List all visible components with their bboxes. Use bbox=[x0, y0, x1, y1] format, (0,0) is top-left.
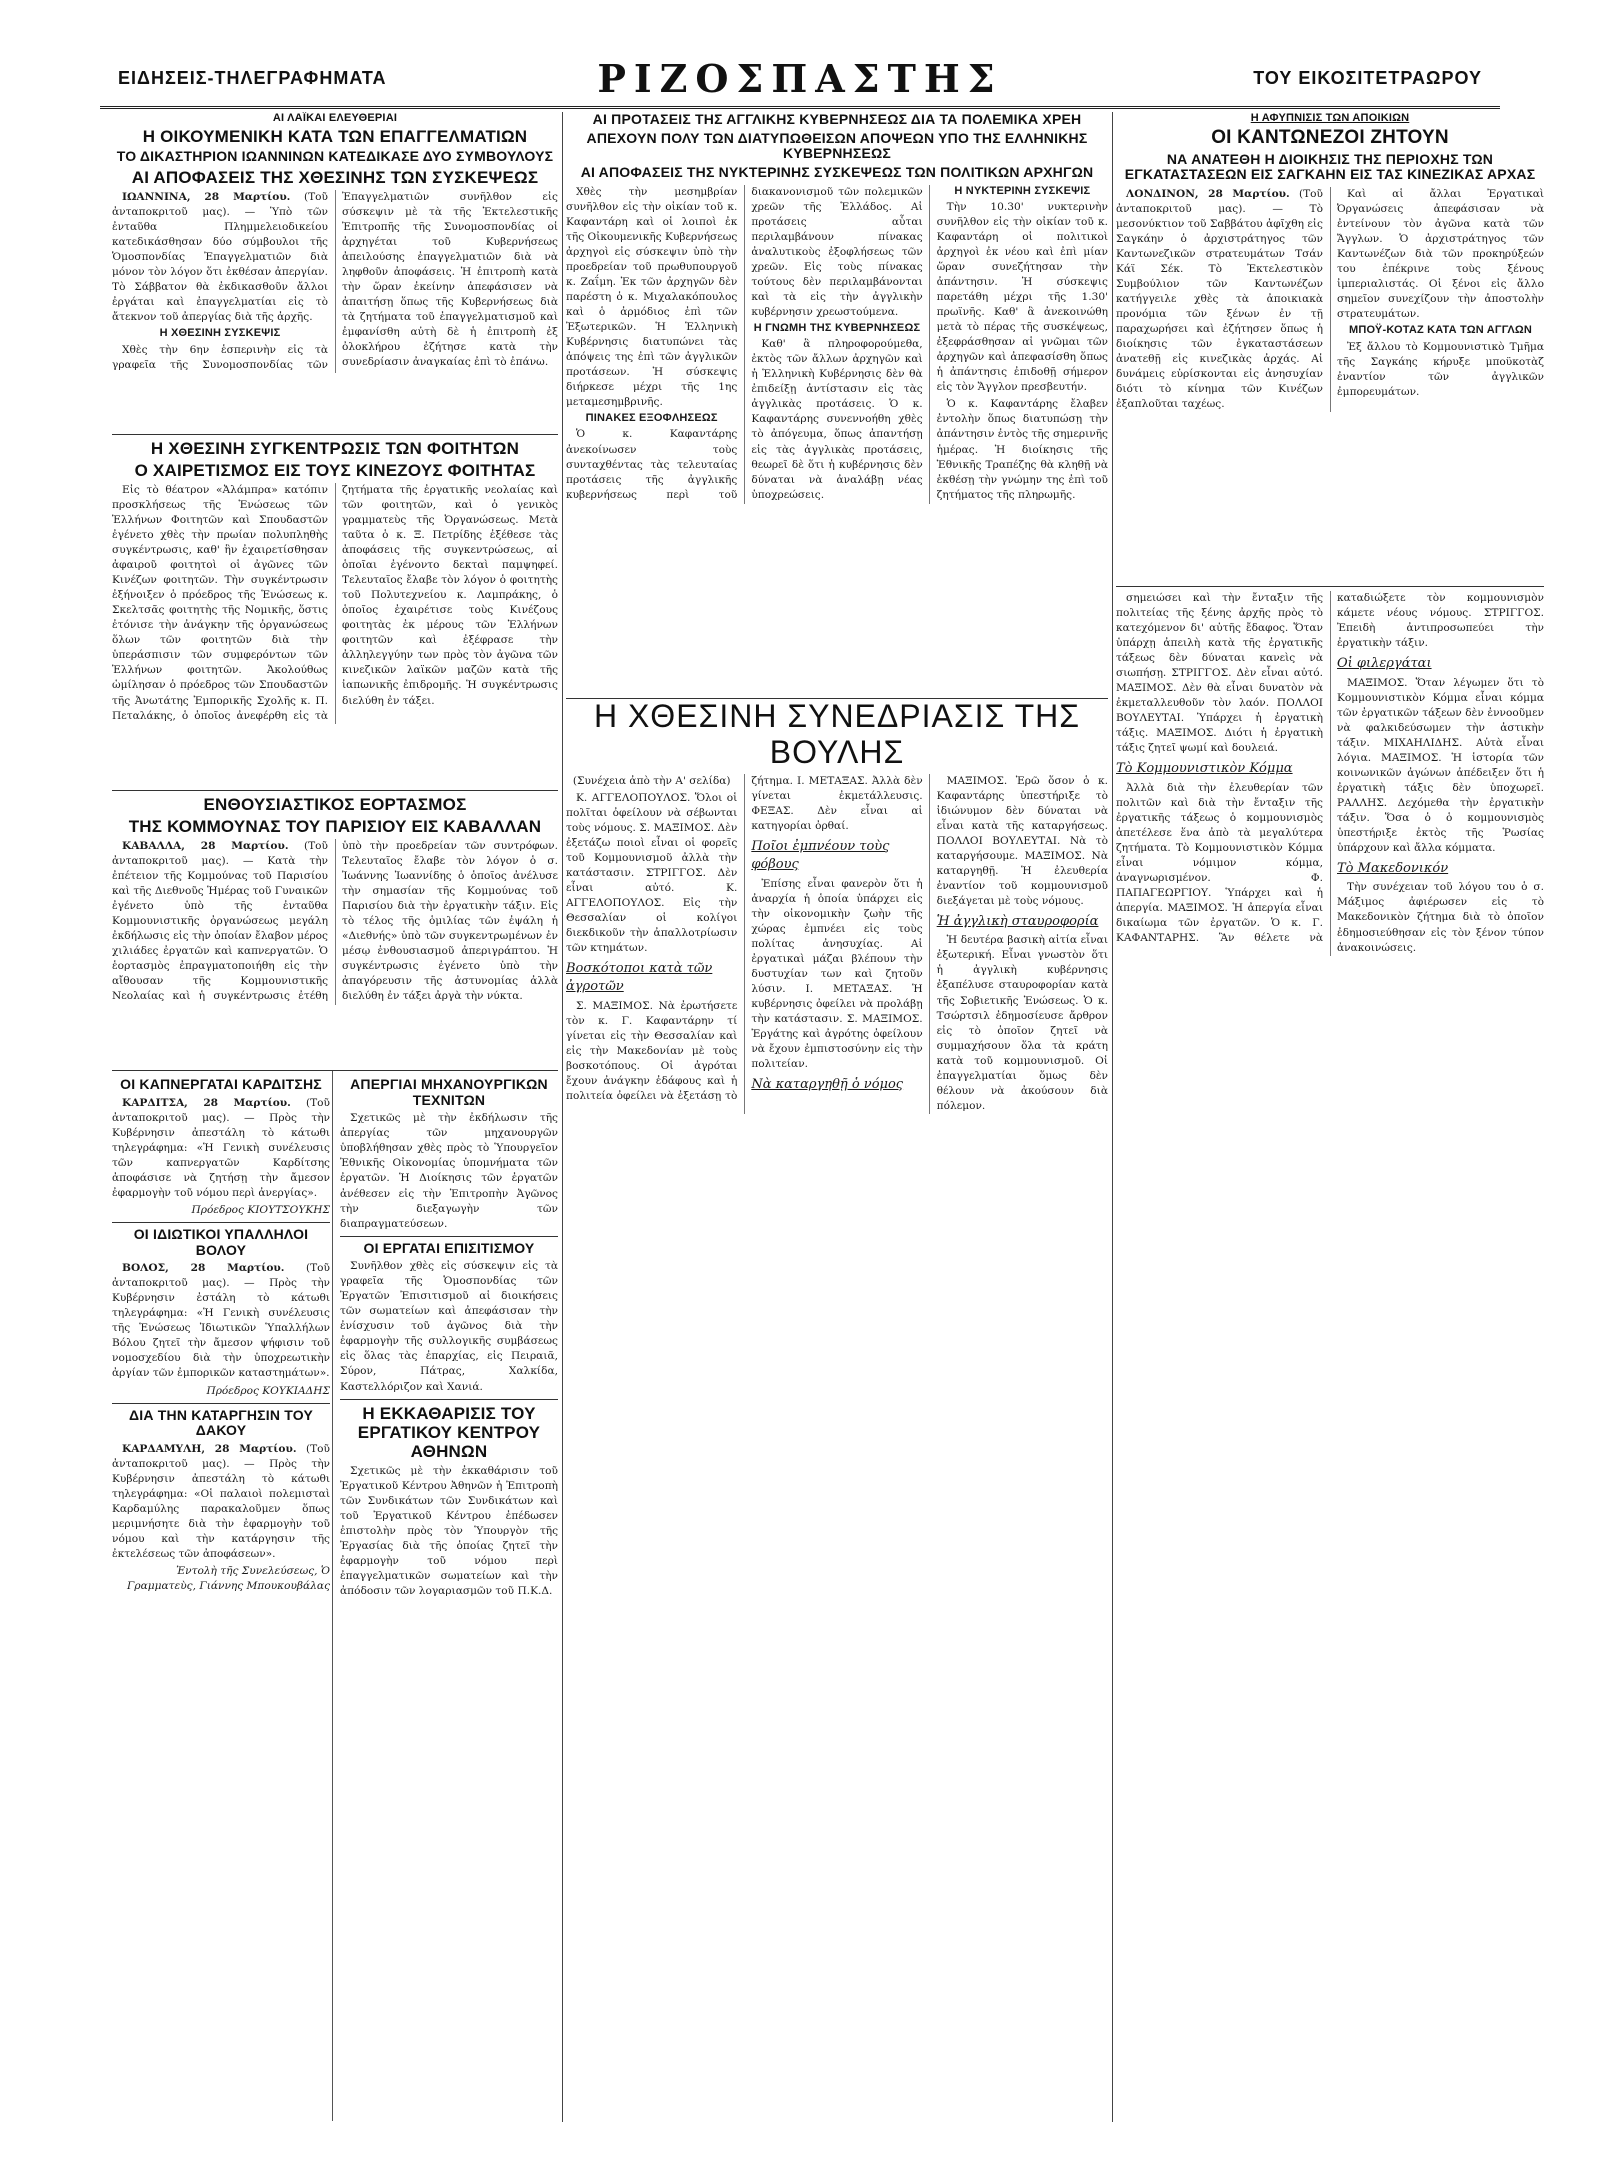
article-body bbox=[566, 185, 1108, 504]
section-subhead: Η ΝΥΚΤΕΡΙΝΗ ΣΥΣΚΕΨΙΣ bbox=[954, 184, 1091, 197]
article-headline: ΑΠΕΡΓΙΑΙ ΜΗΧΑΝΟΥΡΓΙΚΩΝ ΤΕΧΝΙΤΩΝ bbox=[350, 1077, 548, 1108]
lower-left-subcolumn-2 bbox=[340, 1077, 558, 2117]
lower-left-subcolumn-1 bbox=[112, 1077, 330, 2117]
article-subheadline: Ο ΧΑΙΡΕΤΙΣΜΟΣ ΕΙΣ ΤΟΥΣ ΚΙΝΕΖΟΥΣ ΦΟΙΤΗΤΑΣ bbox=[134, 461, 536, 481]
article-text: Ἡ δευτέρα βασικὴ αἰτία εἶναι ἐξωτερική. Εἶναι γνωστὸν ὅτι ἡ ἀγγλικὴ κυβέρνησις ἐξαπέλυσε σταυροφορίαν κατὰ τῆς Σοβιετικῆς Ἑνώσεως. Ὁ κ. Τσώρτσιλ ἐδημοσίευσε ἄρθρον εἰς τὸ ὁποῖον ζητεῖ νὰ συμμαχήσουν ὅλα τὰ κράτη κατὰ τοῦ κομμουνισμοῦ. Οἱ ἐπαγγελματίαι ὅμως δὲν θέλουν νὰ ἀκούσουν διὰ πόλεμον. bbox=[936, 934, 1108, 1112]
section-subhead: ΜΠΟΫ-ΚΟΤΑΖ ΚΑΤΑ ΤΩΝ ΑΓΓΛΩΝ bbox=[1348, 324, 1533, 337]
article-text: Τὴν 10.30' νυκτερινὴν συνῆλθον εἰς τὴν οἰκίαν τοῦ κ. Καφαντάρη οἱ πολιτικοὶ ἀρχηγοὶ ἐκ νέου καὶ ἐπὶ μίαν ὥραν συνεζήτησαν τὴν ἀπάντησιν. Ἡ σύσκεψις παρετάθη μέχρι τῆς 1.30' πρωϊνῆς. Καθ' ἃ ἀνεκοινώθη μετὰ τὸ πέρας τῆς συσκέψεως, ἐξεφράσθησαν αἱ γνῶμαι τῶν ἀρχηγῶν καὶ ἀπεφασίσθη ὅπως ἡ ἀπάντησις ἐπιδοθῇ σήμερον εἰς τὸν Ἄγγλον πρεσβευτήν. bbox=[936, 201, 1108, 394]
column-divider bbox=[562, 112, 563, 2122]
article-text: Σχετικῶς μὲ τὴν ἐκκαθάρισιν τοῦ Ἐργατικοῦ Κέντρου Ἀθηνῶν ἡ Ἐπιτροπὴ τῶν Συνδικάτων τῶν Συνδικάτων καὶ τοῦ Ἐργατικοῦ Κέντρου ἐπέδωσεν ἐπιστολὴν πρὸς τὸν Ὑπουργὸν τῆς Ἐργασίας διὰ τῆς ὁποίας ζητεῖ τὴν ἐφαρμογὴν τοῦ νόμου περὶ ἐπαγγελματικῶν σωματείων καὶ τὴν ἀπόδοσιν τῶν λογαριασμῶν τοῦ Π.Κ.Δ. bbox=[340, 1464, 558, 1597]
article-headline: Η ΕΚΚΑΘΑΡΙΣΙΣ ΤΟΥ ΕΡΓΑΤΙΚΟΥ ΚΕΝΤΡΟΥ ΑΘΗΝΩΝ bbox=[357, 1403, 541, 1461]
article-text: Εἰς τὸ θέατρον «Ἀλάμπρα» κατόπιν προσκλήσεως τῆς Ἑνώσεως τῶν Ἑλλήνων Φοιτητῶν καὶ Σπουδαστῶν ἐγένετο χθὲς τὴν πρωίαν πολυπληθὴς συγκέντρωσις, καθ' ἣν ἐχαιρετίσθησαν ἀφαιροῦ φοιτητοὶ οἱ ἀγῶνες τῶν Κινέζων φοιτητῶν. Τὴν συγκέντρωσιν ἐξήνοιξεν ὁ πρόεδρος τῆς Ἑνώσεως κ. Σκελτσᾶς φοιτητὴς τῆς Νομικῆς, ὅστις ἐτόνισε τὴν ἀνάγκην τῆς ὀργανώσεως ὅλων τῶν φοιτητῶν διὰ τὴν ὑπεράσπισιν τῶν συμφερόντων τῶν Ἑλλήνων φοιτητῶν. Ἀκολούθως ὡμίλησαν ὁ πρόεδρος τῶν Σπουδαστῶν τῆς Ἀνωτάτης Ἐμπορικῆς Σχολῆς κ. Π. Πεταλάκης, ὁ ὁποῖος ἀνεφέρθη εἰς τὰ ζητήματα τῆς ἐργατικῆς νεολαίας καὶ τῶν φοιτητῶν, καὶ ὁ γενικὸς γραμματεὺς τῆς Ὀργανώσεως. Μετὰ ταῦτα ὁ κ. Ξ. Πετρίδης ἐξέθεσε τὰς ἀποφάσεις τῆς συγκεντρώσεως, αἱ ὁποῖαι ἐγένοντο δεκταὶ παμψηφεί. Τελευταῖος ἔλαβε τὸν λόγον ὁ φοιτητὴς τοῦ Πολυτεχνείου κ. Λαμπράκης, ὁ ὁποῖος ἐχαιρέτισε τοὺς Κινέζους φοιτητὰς ἐκ μέρους τῶν Ἑλλήνων φοιτητῶν καὶ ἐξέφρασε τὴν ἀλληλεγγύην των πρὸς τὸν ἀγῶνα τῶν κινεζικῶν λαϊκῶν μαζῶν κατὰ τῆς ἰαπωνικῆς ἐπιδρομῆς. Ἡ συγκέντρωσις διελύθη ἐν τάξει. bbox=[112, 484, 558, 722]
section-subhead: Βοσκότοποι κατὰ τῶν ἀγροτῶν bbox=[566, 961, 713, 995]
section-subhead: Η ΧΘΕΣΙΝΗ ΣΥΣΚΕΨΙΣ bbox=[159, 327, 281, 340]
article-body bbox=[112, 839, 558, 1005]
article-text: σημειώσει καὶ τὴν ἔνταξιν τῆς πολιτείας τῆς ξένης ἀρχῆς πρὸς τὸ κατεχόμενον δι' αὐτῆς ἔδαφος. Ὅταν ὑπάρχῃ ἀπειλὴ κατὰ τῆς ἐργατικῆς τάξεως δὲν δύναται κανεὶς νὰ σιωπήσῃ. ΣΤΡΙΓΓΟΣ. Δὲν εἶναι αὐτό. ΜΑΞΙΜΟΣ. Δὲν θὰ εἶναι δυνατὸν νὰ ἐκμεταλλευθοῦν τὸν λαόν. ΠΟΛΛΟΙ ΒΟΥΛΕΥΤΑΙ. Ὑπάρχει ἡ ἐργατικὴ τάξις. ΜΑΞΙΜΟΣ. Διότι ἡ ἐργατικὴ τάξις ζητεῖ ψωμί καὶ δουλειά. bbox=[1116, 592, 1323, 755]
dateline: ΚΑΒΑΛΛΑ, 28 Μαρτίου. bbox=[122, 840, 289, 853]
article-text: Ἐπίσης εἶναι φανερὸν ὅτι ἡ ἀναρχία ἡ ὁποία ὑπάρχει εἰς τὴν οἰκονομικὴν ζωὴν τῆς χώρας ἐμπνέει εἰς τοὺς πολίτας ἀνησυχίας. Αἱ ἐργατικαὶ μάζαι βλέπουν τὴν δυστυχίαν των καὶ ζητοῦν λύσιν. Ι. ΜΕΤΑΞΑΣ. Ἡ κυβέρνησις ὀφείλει νὰ προλάβῃ τὴν κατάστασιν. Σ. ΜΑΞΙΜΟΣ. Ἐργάτης καὶ ἀγρότης ὀφείλουν νὰ ἔχουν ἐμπιστοσύνην εἰς τὴν πολιτείαν. bbox=[751, 877, 923, 1071]
article-headline: ΟΙ ΙΔΙΩΤΙΚΟΙ ΥΠΑΛΛΗΛΟΙ ΒΟΛΟΥ bbox=[133, 1225, 309, 1258]
lower-left-section bbox=[112, 1070, 558, 2121]
article-text: Ἀλλὰ διὰ τὴν ἐλευθερίαν τῶν πολιτῶν καὶ διὰ τὴν ἔνταξιν τῆς ἐργατικῆς τάξεως ὁ κομμουνισμὸς ἀπετέλεσε ἕνα ἀπὸ τὰ μεγαλύτερα ζητήματα. Τὸ Κομμουνιστικὸν Κόμμα εἶναι νόμιμον κόμμα, ἀναγνωρισμένον. Φ. ΠΑΠΑΓΕΩΡΓΙΟΥ. Ὑπάρχει καὶ ἡ ἀπεργία. ΜΑΞΙΜΟΣ. Ἡ ἀπεργία εἶναι δικαίωμα τῶν ἐργατῶν. Ὁ κ. Γ. ΚΑΦΑΝΤΑΡΗΣ. Ἂν θέλετε νὰ καταδιώξετε τὸν κομμουνισμὸν κάμετε νέους νόμους. ΣΤΡΙΓΓΟΣ. Ἐπειδὴ ἀντιπροσωπεύει τὴν ἐργατικὴν τάξιν. bbox=[1116, 592, 1544, 945]
middle-columns bbox=[566, 112, 1108, 2122]
article-text: ΜΑΞΙΜΟΣ. Ὅταν λέγωμεν ὅτι τὸ Κομμουνιστικὸν Κόμμα εἶναι κόμμα τῶν ἐργατικῶν τάξεων δὲν ἐννοοῦμεν νὰ φαλκιδεύσωμεν τὴν ἀστικὴν τάξιν. ΜΙΧΑΗΛΙΔΗΣ. Αὐτὰ εἶναι λόγια. ΜΑΞΙΜΟΣ. Ἡ ἱστορία τῶν κοινωνικῶν ἀγώνων ἀπέδειξεν ὅτι ἡ ἐργατικὴ τάξις δὲν ὑποχωρεῖ. ΡΑΛΛΗΣ. Δεχόμεθα τὴν ἐργατικὴν τάξιν. Ὅσα ὁ ὁ κομμουνισμὸς ὑπεστήριξε ἐκτὸς τῆς Ῥωσίας ὑπάρχουν καὶ ἄλλα κόμματα. bbox=[1337, 676, 1544, 854]
article-body bbox=[340, 1464, 558, 1599]
article-text: Τὴν συνέχειαν τοῦ λόγου του ὁ σ. Μάξιμος ἀφιέρωσεν εἰς τὸ Μακεδονικὸν ζήτημα διὰ τὸ ὁποῖον ἐδημοσιεύθησαν εἰς τὸν ξένον τύπον ἀνακοινώσεις. bbox=[1337, 881, 1544, 954]
article-text: (Τοῦ ἀνταποκριτοῦ μας). — Κατὰ τὴν ἐπέτειον τῆς Κομμούνας τοῦ Παρισίου καὶ τῆς Διεθνοῦς Ἡμέρας τοῦ Γυναικῶν ἐγένετο ὑπὸ τῆς ἐνταῦθα Κομμουνιστικῆς ὀργανώσεως μεγάλη ἐκδήλωσις εἰς τὴν ὁποίαν ἔλαβον μέρος χιλιάδες ἐργατῶν καὶ καπνεργατῶν. Ὁ ἑορτασμὸς ἐπραγματοποιήθη εἰς τὴν αἴθουσαν τῆς Κομμουνιστικῆς Νεολαίας καὶ ἡ συγκέντρωσις ἐτέθη ὑπὸ τὴν προεδρείαν τῶν συντρόφων. Τελευταῖος ἔλαβε τὸν λόγον ὁ σ. Ἰωάννης Ἰωαννίδης ὁ ὁποῖος ἀνέλυσε τὴν σημασίαν τῆς Κομμούνας τοῦ Παρισίου διὰ τὴν ἐργατικὴν τάξιν. Εἰς τὸ τέλος τῆς ὁμιλίας τῶν ἐψάλη ἡ «Διεθνής» ὑπὸ τῶν συγκεντρωμένων ἐν μέσῳ ἐνθουσιασμοῦ ἀπεριγράπτου. Ἡ συγκέντρωσις ἐγένετο ὑπὸ τὴν ἀπαγόρευσιν τῆς ἀστυνομίας ἀλλὰ διελύθη ἐν τάξει ἀργὰ τὴν νύκτα. bbox=[112, 840, 558, 1003]
article-headline: Η ΧΘΕΣΙΝΗ ΣΥΓΚΕΝΤΡΩΣΙΣ ΤΩΝ ΦΟΙΤΗΤΩΝ bbox=[150, 439, 520, 458]
dateline: ΙΩΑΝΝΙΝΑ, 28 Μαρτίου. bbox=[122, 191, 291, 204]
article-subheadline: ΤΟ ΔΙΚΑΣΤΗΡΙΟΝ ΙΩΑΝΝΙΝΩΝ ΚΑΤΕΔΙΚΑΣΕ ΔΥΟ ΣΥΜΒΟΥΛΟΥΣ bbox=[116, 148, 554, 165]
article-body bbox=[112, 1442, 330, 1594]
article-text: (Τοῦ ἀνταποκριτοῦ μας). — Τὸ μεσονύκτιον τοῦ Σαββάτου ἀφῖχθη εἰς Σαγκάην ὁ ἀρχιστράτηγος τῶν Καντωνεζικῶν στρατευμάτων Τσάν Κάϊ Σέκ. Τὸ Ἐκτελεστικὸν Συμβούλιον τῶν Καντωνέζων κατήγγειλε χθὲς τὰ ἀποικιακὰ προνόμια τῶν ξένων ἐν τῇ παραχωρήσει καὶ ἐζήτησεν ὅπως ἡ διοίκησις τῶν ἐγκαταστάσεων ἀνατεθῇ εἰς κινεζικὰς ἀρχάς. Αἱ δυνάμεις εὑρίσκονται εἰς ἀνησυχίαν διότι τὸ κίνημα τῶν Κινέζων ἐξαπλοῦται ταχέως. bbox=[1116, 187, 1323, 411]
article-subheadline: ΤΗΣ ΚΟΜΜΟΥΝΑΣ ΤΟΥ ΠΑΡΙΣΙΟΥ ΕΙΣ ΚΑΒΑΛΛΑΝ bbox=[128, 817, 542, 837]
article-body bbox=[566, 774, 1108, 1114]
section-label-news: ΕΙΔΗΣΕΙΣ-ΤΗΛΕΓΡΑΦΗΜΑΤΑ bbox=[118, 68, 387, 88]
article-text: (Τοῦ ἀνταποκριτοῦ μας). — Πρὸς τὴν Κυβέρνησιν ἀπεστάλη τὸ κάτωθι τηλεγράφημα: «Ἡ Γενικὴ συνέλευσις τῶν καπνεργατῶν Καρδίτσης ἀποφάσισε νὰ ζητήσῃ τὴν ἄμεσον ἐφαρμογὴν τοῦ νόμου περὶ ἀνεργίας». bbox=[112, 1096, 330, 1199]
article-body bbox=[112, 483, 558, 724]
signature: Πρόεδρος ΚΟΥΚΙΑΔΗΣ bbox=[206, 1384, 330, 1397]
section-label-24h: ΤΟΥ ΕΙΚΟΣΙΤΕΤΡΑΩΡΟΥ bbox=[1253, 68, 1482, 88]
section-subhead: Οἱ φιλεργάται bbox=[1337, 656, 1432, 672]
section-subhead: Νὰ καταργηθῇ ὁ νόμος bbox=[751, 1077, 904, 1093]
article-parliament bbox=[566, 698, 1108, 2122]
article-subheadline: ΑΙ ΑΠΟΦΑΣΕΙΣ ΤΗΣ ΝΥΚΤΕΡΙΝΗΣ ΣΥΣΚΕΨΕΩΣ ΤΩΝ ΠΟΛΙΤΙΚΩΝ ΑΡΧΗΓΩΝ bbox=[580, 164, 1094, 181]
article-text: Σχετικῶς μὲ τὴν ἐκδήλωσιν τῆς ἀπεργίας τῶν μηχανουργῶν ὑποβλήθησαν χθὲς πρὸς τὸ Ὑπουργεῖον Ἐθνικῆς Οἰκονομίας ὑπομνήματα τῶν ἐργατῶν. Ἡ Διοίκησις τῶν ἐργατῶν ἀνέθεσεν εἰς τὴν Ἐπιτροπὴν Ἀγῶνος τὴν διεξαγωγὴν τῶν διαπραγματεύσεων. bbox=[340, 1112, 558, 1230]
article-body bbox=[112, 1261, 330, 1398]
article-text: Χθὲς τὴν μεσημβρίαν συνῆλθον εἰς τὴν οἰκίαν τοῦ κ. Καφαντάρη καὶ οἱ λοιποὶ ἐκ τῆς Οἰκουμενικῆς Κυβερνήσεως ἀρχηγοὶ εἰς σύσκεψιν ὑπὸ τὴν προεδρείαν τοῦ πρωθυπουργοῦ κ. Ζαΐμη. Ἐκ τῶν ἀρχηγῶν δὲν παρέστη ὁ κ. Μιχαλακόπουλος καὶ ὁ ἀρμόδιος ἐπὶ τῶν Ἐξωτερικῶν. Ἡ Ἑλληνικὴ Κυβέρνησις διατυπώνει τὰς ἀπόψεις της ἐπὶ τῶν ἀγγλικῶν προτάσεων. Ἡ σύσκεψις διήρκεσε μέχρι τῆς 1ης μεταμεσημβρινῆς. bbox=[566, 185, 738, 409]
section-subhead: Η ΓΝΩΜΗ ΤΗΣ ΚΥΒΕΡΝΗΣΕΩΣ bbox=[753, 321, 921, 334]
article-text: Συνῆλθον χθὲς εἰς σύσκεψιν εἰς τὰ γραφεῖα τῆς Ὁμοσπονδίας τῶν Ἐργατῶν Ἐπισιτισμοῦ αἱ διοικήσεις τῶν σωματείων καὶ ἀπεφάσισαν τὴν ἐνίσχυσιν τοῦ ἀγῶνος διὰ τὴν ἐφαρμογὴν τῆς συλλογικῆς συμβάσεως εἰς ὅλας τὰς ἐπαρχίας, εἰς Πειραιᾶ, Σύρον, Πάτρας, Χαλκίδα, Καστελλόριζον καὶ Χανιά. bbox=[340, 1260, 558, 1393]
article-body bbox=[112, 1096, 330, 1218]
article-body bbox=[340, 1111, 558, 1231]
article-text: Ὁ κ. Καφαντάρης ἀνεκοίνωσεν τοὺς συνταχθέντας τὰς τελευταίας προτάσεις τῆς ἀγγλικῆς κυβερνήσεως περὶ τοῦ διακανονισμοῦ τῶν πολεμικῶν χρεῶν τῆς Ἑλλάδος. Αἱ προτάσεις αὗται περιλαμβάνουν πίνακας ἀναλυτικοὺς ἐξοφλήσεως τῶν χρεῶν. Εἰς τοὺς πίνακας τούτους δὲν περιλαμβάνονται καὶ τὰ εἰς τὴν ἀγγλικὴν κυβέρνησιν χρεωστούμενα. bbox=[566, 185, 923, 501]
article-subheadline: ΑΠΕΧΟΥΝ ΠΟΛΥ ΤΩΝ ΔΙΑΤΥΠΩΘΕΙΣΩΝ ΑΠΟΨΕΩΝ ΥΠΟ ΤΗΣ ΕΛΛΗΝΙΚΗΣ ΚΥΒΕΡΝΗΣΕΩΣ bbox=[586, 129, 1088, 162]
divider bbox=[340, 1236, 558, 1237]
section-subhead: Τὸ Μακεδονικόν bbox=[1337, 860, 1449, 876]
article-text: Ἐξ ἄλλου τὸ Κομμουνιστικὸ Τμῆμα τῆς Σαγκάης κήρυξε μποϋκοτὰζ ἐναντίον τῶν ἀγγλικῶν ἐμπορευμάτων. bbox=[1337, 340, 1544, 398]
continuation-note: (Συνέχεια ἀπὸ τὴν Α' σελίδα) bbox=[572, 774, 731, 787]
article-kicker: ΑΙ ΛΑΪΚΑΙ ΕΛΕΥΘΕΡΙΑΙ bbox=[272, 112, 398, 124]
article-students bbox=[112, 434, 558, 787]
right-column bbox=[1116, 112, 1544, 2122]
dateline: ΒΟΛΟΣ, 28 Μαρτίου. bbox=[122, 1262, 285, 1275]
article-kicker: Η ΑΦΥΠΝΙΣΙΣ ΤΩΝ ΑΠΟΙΚΙΩΝ bbox=[1250, 112, 1410, 124]
article-headline: Η ΧΘΕΣΙΝΗ ΣΥΝΕΔΡΙΑΣΙΣ ΤΗΣ ΒΟΥΛΗΣ bbox=[593, 698, 1081, 770]
article-text: ΜΑΞΙΜΟΣ. Ἐρῶ ὅσον ὁ κ. Καφαντάρης ὑπεστήριξε τὸ ἰδιώνυμον δὲν δύναται νὰ εἶναι κατὰ τῆς καταργήσεως. ΠΟΛΛΟΙ ΒΟΥΛΕΥΤΑΙ. Νὰ τὸ καταργήσουμε. ΜΑΞΙΜΟΣ. Νὰ καταργηθῇ. Ἡ ἐλευθερία ἐναντίον τοῦ κομμουνισμοῦ διεξάγεται μὲ τοὺς νόμους. bbox=[936, 774, 1108, 907]
dateline: ΚΑΡΔΙΤΣΑ, 28 Μαρτίου. bbox=[122, 1096, 291, 1109]
article-body bbox=[112, 190, 558, 373]
article-body bbox=[1116, 591, 1544, 956]
article-war-debts bbox=[566, 112, 1108, 690]
article-text: Χθὲς τὴν 6ην ἑσπερινὴν εἰς τὰ γραφεῖα τῆς Συνομοσπονδίας τῶν Ἐπαγγελματιῶν συνῆλθον εἰς σύσκεψιν μὲ τὰ τῆς Ἐκτελεστικῆς Ἐπιτροπῆς τῆς Συνομοσπονδίας οἱ ἀρχηγέται τοῦ Κυβερνήσεως ἀπειλούσης ἐπαγγελματιῶν διὰ νὰ ληφθοῦν ἀποφάσεις. Ἡ ἐπιτροπὴ κατὰ τὴν ὥραν ἐκείνην ἀπεφάσισεν νὰ ἀπαιτήσῃ ὅπως τῆς Κυβερνήσεως διὰ τὰ ζητήματα τοῦ ἐπαγγελματισμοῦ καὶ ἐμφανίσθη αὐτὴ δὲ ἡ ἐπιτροπὴ ἐξ ὀλοκλήρου ἐζήτησε κατὰ τὴν συνεδρίασιν ἀναγκαίας ἐπὶ τὸ ἐπάνω. bbox=[112, 191, 558, 371]
dateline: ΛΟΝΔΙΝΟΝ, 28 Μαρτίου. bbox=[1126, 187, 1290, 200]
article-body bbox=[340, 1259, 558, 1394]
article-text: Ὁ κ. Καφαντάρης ἔλαβεν ἐντολὴν ὅπως διατυπώσῃ τὴν ἀπάντησιν ἐντὸς τῆς σημερινῆς ἡμέρας. Ἡ διοίκησις τῆς Ἐθνικῆς Τραπέζης θὰ κληθῇ νὰ ἐκθέσῃ τὴν γνώμην της ἐπὶ τοῦ ζητήματος τῆς πληρωμῆς. bbox=[936, 398, 1108, 501]
article-headline: ΑΙ ΠΡΟΤΑΣΕΙΣ ΤΗΣ ΑΓΓΛΙΚΗΣ ΚΥΒΕΡΝΗΣΕΩΣ ΔΙΑ ΤΑ ΠΟΛΕΜΙΚΑ ΧΡΕΗ bbox=[592, 112, 1082, 127]
article-text: Σ. ΜΑΞΙΜΟΣ. Νὰ ἐρωτήσετε τὸν κ. Γ. Καφαντάρην τί γίνεται εἰς τὴν Θεσσαλίαν καὶ εἰς τὴν Μακεδονίαν μὲ τοὺς βοσκοτόπους. Οἱ ἀγρόται ἔχουν ἀνάγκην ἐδάφους καὶ ἡ πολιτεία ὀφείλει νὰ ἐξετάσῃ τὸ ζήτημα. Ι. ΜΕΤΑΞΑΣ. Ἀλλὰ δὲν γίνεται ἐκμετάλλευσις. ΦΕΞΑΣ. Δὲν εἶναι αἱ κατηγορίαι ὀρθαί. bbox=[566, 774, 923, 1103]
article-headline: ΔΙΑ ΤΗΝ ΚΑΤΑΡΓΗΣΙΝ ΤΟΥ ΔΑΚΟΥ bbox=[129, 1406, 313, 1439]
article-headline: ΟΙ ΚΑΠΝΕΡΓΑΤΑΙ ΚΑΡΔΙΤΣΗΣ bbox=[120, 1077, 322, 1092]
article-text: (Τοῦ ἀνταποκριτοῦ μας). — Πρὸς τὴν Κυβέρνησιν ἐστάλη τὸ κάτωθι τηλεγράφημα: «Ἡ Γενικὴ συνέλευσις τῆς Ἑνώσεως Ἰδιωτικῶν Ὑπαλλήλων Βόλου ζητεῖ τὴν ἄμεσον ψήφισιν τοῦ νομοσχεδίου διὰ τὴν ὑποχρεωτικὴν ἀργίαν τῶν ἐμπορικῶν καταστημάτων». bbox=[112, 1262, 330, 1380]
section-subhead: ΠΙΝΑΚΕΣ ΕΞΟΦΛΗΣΕΩΣ bbox=[585, 412, 718, 425]
article-subheadline: ΑΙ ΑΠΟΦΑΣΕΙΣ ΤΗΣ ΧΘΕΣΙΝΗΣ ΤΩΝ ΣΥΣΚΕΨΕΩΣ bbox=[131, 168, 539, 188]
article-text: (Τοῦ ἀνταποκριτοῦ μας). — Ὑπὸ τῶν ἐνταῦθα Πλημμελειοδικείου κατεδικάσθησαν δύο σύμβουλοι τῆς Ὁμοσπονδίας Ἐπαγγελματιῶν διὰ μόνον τὸν λόγον ὅτι ἐκθέσαν ἀπεργίαν. Τὸ Σάββατον θὰ ἐκδικασθοῦν ἄλλοι ἐργάται καὶ ἐπαγγελματίαι εἰς τὸ ἄτεκνον τοῦ ἀπεργίας διὰ τῆς ἀρχῆς. bbox=[112, 191, 328, 324]
article-text: Κ. ΑΓΓΕΛΟΠΟΥΛΟΣ. Ὅλοι οἱ πολῖται ὀφείλουν νὰ σέβωνται τοὺς νόμους. Σ. ΜΑΞΙΜΟΣ. Δὲν ἐξετάζω ποιοὶ εἶναι οἱ φορεῖς τοῦ Κομμουνισμοῦ ἀλλὰ τὴν κατάστασιν. ΣΤΡΙΓΓΟΣ. Δὲν εἶναι αὐτό. Κ. ΑΓΓΕΛΟΠΟΥΛΟΣ. Εἰς τὴν Θεσσαλίαν οἱ κολίγοι διεκδικοῦν τὴν ἀπαλλοτρίωσιν τῶν κτημάτων. bbox=[566, 791, 738, 954]
section-subhead: Τὸ Κομμουνιστικὸν Κόμμα bbox=[1116, 761, 1293, 777]
article-ioannina bbox=[112, 112, 558, 430]
article-kavalla bbox=[112, 790, 558, 1067]
article-text: (Τοῦ ἀνταποκριτοῦ μας). — Πρὸς τὴν Κυβέρνησιν ἀπεστάλη τὸ κάτωθι τηλεγράφημα: «Οἱ παλαιοὶ πολεμισταὶ Καρδαμύλης παρακαλοῦμεν ὅπως μεριμνήσητε διὰ τὴν ἐφαρμογὴν τοῦ νόμου καὶ τὴν κατάργησιν τῆς ἐκτελέσεως τῶν ἀποφάσεων». bbox=[112, 1442, 330, 1561]
signature: Πρόεδρος ΚΙΟΥΤΣΟΥΚΗΣ bbox=[191, 1203, 330, 1216]
left-column bbox=[112, 112, 558, 2122]
article-headline: ΕΝΘΟΥΣΙΑΣΤΙΚΟΣ ΕΟΡΤΑΣΜΟΣ bbox=[203, 795, 467, 814]
divider bbox=[112, 1403, 330, 1404]
article-headline: Η ΟΙΚΟΥΜΕΝΙΚΗ ΚΑΤΑ ΤΩΝ ΕΠΑΓΓΕΛΜΑΤΙΩΝ bbox=[142, 127, 528, 147]
parliament-continuation bbox=[1116, 586, 1544, 2122]
article-headline: ΟΙ ΕΡΓΑΤΑΙ ΕΠΙΣΙΤΙΣΜΟΥ bbox=[363, 1239, 535, 1256]
column-divider bbox=[332, 1071, 333, 2121]
dateline: ΚΑΡΔΑΜΥΛΗ, 28 Μαρτίου. bbox=[122, 1442, 297, 1455]
divider bbox=[112, 1222, 330, 1223]
section-subhead: Ποῖοι ἐμπνέουν τοὺς φόβους bbox=[751, 838, 890, 873]
article-text: Καὶ αἱ ἄλλαι Ἐργατικαὶ Ὀργανώσεις ἀπεφάσισαν νὰ ἐντείνουν τὸν ἀγῶνα κατὰ τῶν Ἄγγλων. Ὁ ἀρχιστράτηγος τῶν Καντωνέζων διὰ τῶν προκηρύξεών του ἐπέκρινε τοὺς ξένους ἰμπεριαλιστάς. Οἱ ξένοι εἰς ἄλλο σημεῖον συνεχίζουν τὴν ἀποστολὴν στρατευμάτων. bbox=[1337, 187, 1544, 321]
section-subhead: Ἡ ἀγγλικὴ σταυροφορία bbox=[936, 913, 1099, 929]
article-text: Καθ' ἃ πληροφορούμεθα, ἐκτὸς τῶν ἄλλων ἀρχηγῶν καὶ ἡ Ἑλληνικὴ Κυβέρνησις δὲν θὰ ἐπιδείξῃ ἀντίστασιν εἰς τὰς ἀγγλικὰς προτάσεις. Ὁ κ. Καφαντάρης συνεννοήθη χθὲς τὸ ἀπόγευμα, ὅπως ἀπαντήσῃ εἰς τὰς ἀγγλικὰς προτάσεις, θεωρεῖ δὲ ὅτι ἡ κυβέρνησις δὲν δύναται νὰ ἀναλάβῃ νέας ὑποχρεώσεις. bbox=[751, 338, 923, 501]
article-headline: ΟΙ ΚΑΝΤΩΝΕΖΟΙ ΖΗΤΟΥΝ bbox=[1211, 127, 1449, 149]
article-subheadline: ΝΑ ΑΝΑΤΕΘΗ Η ΔΙΟΙΚΗΣΙΣ ΤΗΣ ΠΕΡΙΟΧΗΣ ΤΩΝ ΕΓΚΑΤΑΣΤΑΣΕΩΝ ΕΙΣ ΣΑΓΚΑΗΝ ΕΙΣ ΤΑΣ ΚΙΝΕΖΙΚΑΣ ΑΡΧΑΣ bbox=[1124, 150, 1536, 183]
divider bbox=[340, 1399, 558, 1400]
masthead bbox=[100, 56, 1500, 109]
column-divider bbox=[1112, 112, 1113, 2122]
article-body bbox=[1116, 187, 1544, 412]
newspaper-title: ΡΙΖΟΣΠΑΣΤΗΣ bbox=[597, 56, 1003, 101]
signature: Ἐντολὴ τῆς Συνελεύσεως, Ὁ Γραμματεὺς, Γιάννης Μπουκουβάλας bbox=[127, 1565, 330, 1593]
article-cantonese bbox=[1116, 112, 1544, 578]
